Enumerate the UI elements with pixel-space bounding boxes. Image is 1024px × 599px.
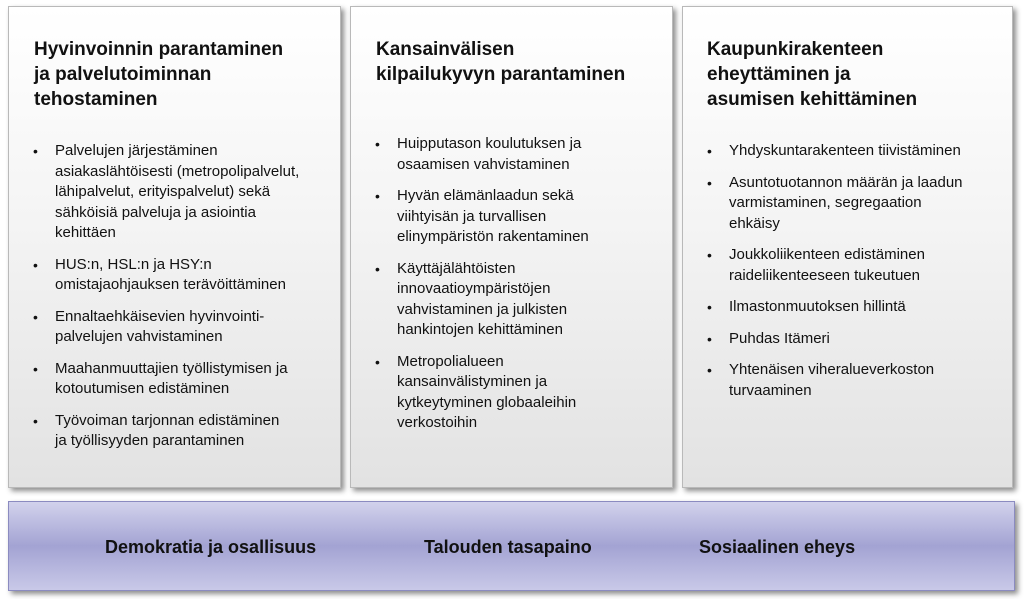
list-item (351, 134, 672, 175)
list-item-line: Maahanmuuttajien työllistymisen ja (55, 359, 288, 377)
panel-title (683, 37, 1012, 112)
panel-title-line: eheyttäminen ja (707, 64, 851, 85)
bullet-icon: • (707, 362, 712, 378)
panel-title-line: Hyvinvoinnin parantaminen (34, 39, 284, 60)
list-item-line: Yhdyskuntarakenteen tiivistäminen (729, 142, 961, 159)
bullet-icon: • (33, 256, 38, 273)
bullet-icon: • (375, 353, 380, 370)
panel-title-line: asumisen kehittäminen (707, 89, 918, 110)
list-item (351, 352, 672, 434)
list-item-line: turvaaminen (729, 381, 812, 399)
values-bar (8, 501, 1015, 591)
bullet-list (9, 141, 340, 452)
list-item-line: palvelujen vahvistaminen (55, 328, 223, 345)
list-item-line: viihtyisän ja turvallisen (397, 207, 547, 225)
panel-title-line: Kansainvälisen (376, 39, 515, 60)
list-item-line: Puhdas Itämeri (729, 329, 830, 347)
list-item-line: kotoutumisen edistäminen (55, 380, 230, 397)
bullet-icon: • (33, 143, 38, 159)
bullet-list (351, 134, 672, 434)
list-item-line: Työvoiman tarjonnan edistäminen (55, 411, 280, 429)
list-item-line: innovaatioympäristöjen (397, 280, 551, 297)
bullet-icon: • (375, 188, 380, 204)
panel-hyvinvointi (8, 6, 341, 488)
panel-title (351, 37, 672, 87)
list-item-line: sähköisiä palveluja ja asiointia (55, 203, 256, 221)
list-item-line: kytkeytyminen globaaleihin (397, 393, 577, 411)
list-item (9, 359, 340, 400)
bullet-icon: • (707, 174, 712, 191)
list-item-line: Ilmastonmuutoksen hillintä (729, 298, 906, 315)
list-item-line: elinympäristön rakentaminen (397, 228, 589, 245)
bullet-icon: • (707, 143, 712, 159)
bullet-icon: • (33, 360, 38, 377)
list-item-line: raideliikenteeseen tukeutuen (729, 266, 920, 284)
panel-title-line: tehostaminen (34, 89, 158, 110)
list-item-line: Huipputason koulutuksen ja (397, 135, 582, 152)
list-item (9, 411, 340, 452)
list-item (683, 173, 1012, 235)
list-item (9, 141, 340, 244)
list-item (683, 245, 1012, 286)
panel-title-line: ja palvelutoiminnan (34, 64, 212, 85)
bullet-icon: • (707, 299, 712, 315)
list-item (9, 255, 340, 296)
list-item (683, 329, 1012, 350)
list-item-line: Palvelujen järjestäminen (55, 142, 218, 159)
bullet-list (683, 141, 1012, 401)
list-item (351, 186, 672, 248)
list-item-line: ja työllisyyden parantaminen (55, 432, 245, 449)
list-item-line: osaamisen vahvistaminen (397, 155, 570, 173)
list-item-line: asiakaslähtöisesti (metropolipalvelut, (55, 162, 300, 180)
list-item-line: ehkäisy (729, 214, 780, 232)
list-item-line: omistajaohjauksen terävöittäminen (55, 276, 286, 293)
list-item (683, 297, 1012, 318)
list-item (683, 141, 1012, 162)
list-item (683, 360, 1012, 401)
list-item-line: Ennaltaehkäisevien hyvinvointi- (55, 307, 265, 325)
panel-title-line: Kaupunkirakenteen (707, 39, 884, 60)
list-item-line: vahvistaminen ja julkisten (397, 300, 568, 318)
list-item-line: Asuntotuotannon määrän ja laadun (729, 173, 963, 191)
list-item-line: lähipalvelut, erityispalvelut) sekä (55, 183, 271, 200)
panel-title-line: kilpailukyvyn parantaminen (376, 64, 626, 85)
list-item-line: Joukkoliikenteen edistäminen (729, 246, 925, 263)
bullet-icon: • (707, 247, 712, 263)
list-item-line: kehittäen (55, 224, 116, 241)
list-item-line: Hyvän elämänlaadun sekä (397, 187, 574, 204)
list-item-line: Metropolialueen (397, 352, 504, 370)
bullet-icon: • (375, 260, 380, 277)
list-item (9, 307, 340, 348)
list-item-line: kansainvälistyminen ja (397, 373, 548, 390)
list-item-line: verkostoihin (397, 414, 478, 431)
list-item-line: varmistaminen, segregaation (729, 194, 922, 211)
list-item-line: Käyttäjälähtöisten (397, 259, 516, 277)
bullet-icon: • (707, 330, 712, 347)
panel-kilpailukyky (350, 6, 673, 488)
value-label-social: Sosiaalinen eheys (699, 537, 856, 557)
list-item (351, 259, 672, 341)
list-item-line: hankintojen kehittäminen (397, 321, 563, 338)
value-label-democracy: Demokratia ja osallisuus (105, 537, 317, 557)
panel-kaupunkirakenne (682, 6, 1013, 488)
list-item-line: HUS:n, HSL:n ja HSY:n (55, 255, 212, 273)
list-item-line: Yhtenäisen viheralueverkoston (729, 361, 935, 378)
panel-title (9, 37, 340, 112)
bullet-icon: • (375, 136, 380, 152)
value-label-economy: Talouden tasapaino (424, 537, 592, 557)
bullet-icon: • (33, 412, 38, 429)
bullet-icon: • (33, 308, 38, 325)
